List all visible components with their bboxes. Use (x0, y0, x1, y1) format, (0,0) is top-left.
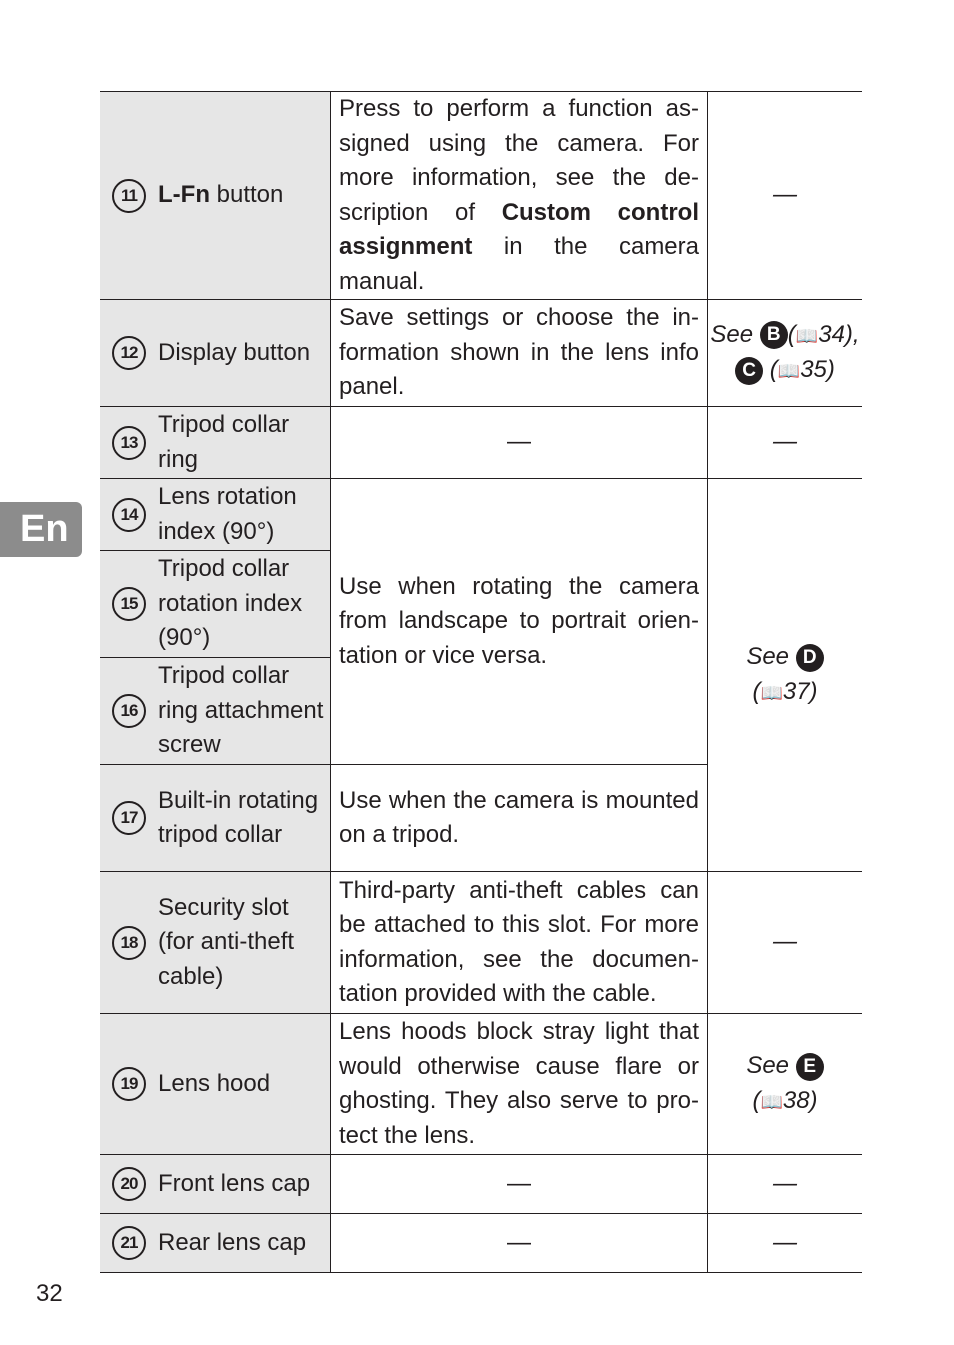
reference-cell: See D (📖37) (708, 479, 863, 872)
reference-cell: — (708, 407, 863, 479)
parts-table (100, 91, 862, 1273)
part-number-badge: 13 (112, 426, 146, 460)
part-name: Tripod collar rotation index (90°) (158, 555, 303, 652)
function-cell: Lens hoods block stray light that would otherwise cause flare or ghosting. They also serve to protect the lens. (331, 1014, 708, 1155)
part-name-cell (100, 1014, 331, 1155)
part-name-cell (100, 92, 331, 300)
reference-cell: See E (📖38) (708, 1014, 863, 1155)
part-name-cell (100, 765, 331, 872)
function-cell: — (331, 1214, 708, 1273)
table-row (100, 1214, 862, 1273)
part-name: Rear lens cap (158, 1228, 307, 1256)
reference-cell: — (708, 1214, 863, 1273)
table-row (100, 479, 862, 551)
part-number-badge: 19 (112, 1067, 146, 1101)
table-row (100, 300, 862, 407)
table-row (100, 1014, 862, 1155)
part-number-badge: 11 (112, 179, 146, 213)
section-d-icon: D (796, 644, 824, 672)
part-name: Security slot (for anti-theft cable) (158, 893, 295, 990)
part-name: Built-in rotating tripod collar (158, 786, 319, 848)
part-name: Front lens cap (158, 1169, 311, 1197)
reference-cell: — (708, 92, 863, 300)
table-row (100, 92, 862, 300)
reference-cell: See B (📖34), C (📖35) (708, 300, 863, 407)
book-icon: 📖 (777, 361, 801, 381)
part-name-cell (100, 1155, 331, 1214)
part-name-cell (100, 872, 331, 1014)
part-number-badge: 15 (112, 587, 146, 621)
part-name-cell (100, 479, 331, 551)
part-number-badge: 14 (112, 498, 146, 532)
part-name: L-Fn button (158, 181, 284, 209)
reference-cell: — (708, 1155, 863, 1214)
part-number-badge: 20 (112, 1167, 146, 1201)
function-cell: Use when rotating the camera from landscape to portrait orientation or vice versa. (331, 479, 708, 765)
table-row (100, 872, 862, 1014)
section-b-icon: B (760, 321, 788, 349)
part-name: Tripod collar ring (158, 411, 290, 473)
part-number-badge: 17 (112, 801, 146, 835)
part-name-cell (100, 1214, 331, 1273)
part-name: Display button (158, 338, 311, 366)
reference-cell: — (708, 872, 863, 1014)
part-number-badge: 12 (112, 336, 146, 370)
part-name-cell (100, 407, 331, 479)
part-name-cell (100, 300, 331, 407)
function-cell: Third-party anti-theft cables can be attached to this slot. For more information, see the documentation provided with the cable. (331, 872, 708, 1014)
part-number-badge: 16 (112, 694, 146, 728)
part-name: Tripod collar ring attachment screw (158, 662, 324, 759)
part-number-badge: 21 (112, 1226, 146, 1260)
section-e-icon: E (796, 1053, 824, 1081)
page-number: 32 (36, 1280, 63, 1307)
part-name: Lens rotation index (90°) (158, 483, 297, 545)
language-tab: En (0, 502, 82, 557)
book-icon: 📖 (795, 325, 819, 346)
book-icon: 📖 (760, 682, 783, 703)
function-cell: — (331, 1155, 708, 1214)
part-name: Lens hood (158, 1069, 271, 1097)
function-cell: — (331, 407, 708, 479)
function-cell: Press to perform a function assigned using the camera. For more information, see the description of Custom control assignment in the camera manual. (331, 92, 708, 300)
part-name-cell (100, 658, 331, 765)
part-name-cell (100, 551, 331, 658)
table-row (100, 1155, 862, 1214)
function-cell: Use when the camera is mounted on a tripod. (331, 765, 708, 872)
book-icon: 📖 (760, 1091, 783, 1112)
section-c-icon: C (735, 357, 763, 385)
table-row (100, 407, 862, 479)
function-cell: Save settings or choose the information shown in the lens info panel. (331, 300, 708, 407)
part-number-badge: 18 (112, 926, 146, 960)
